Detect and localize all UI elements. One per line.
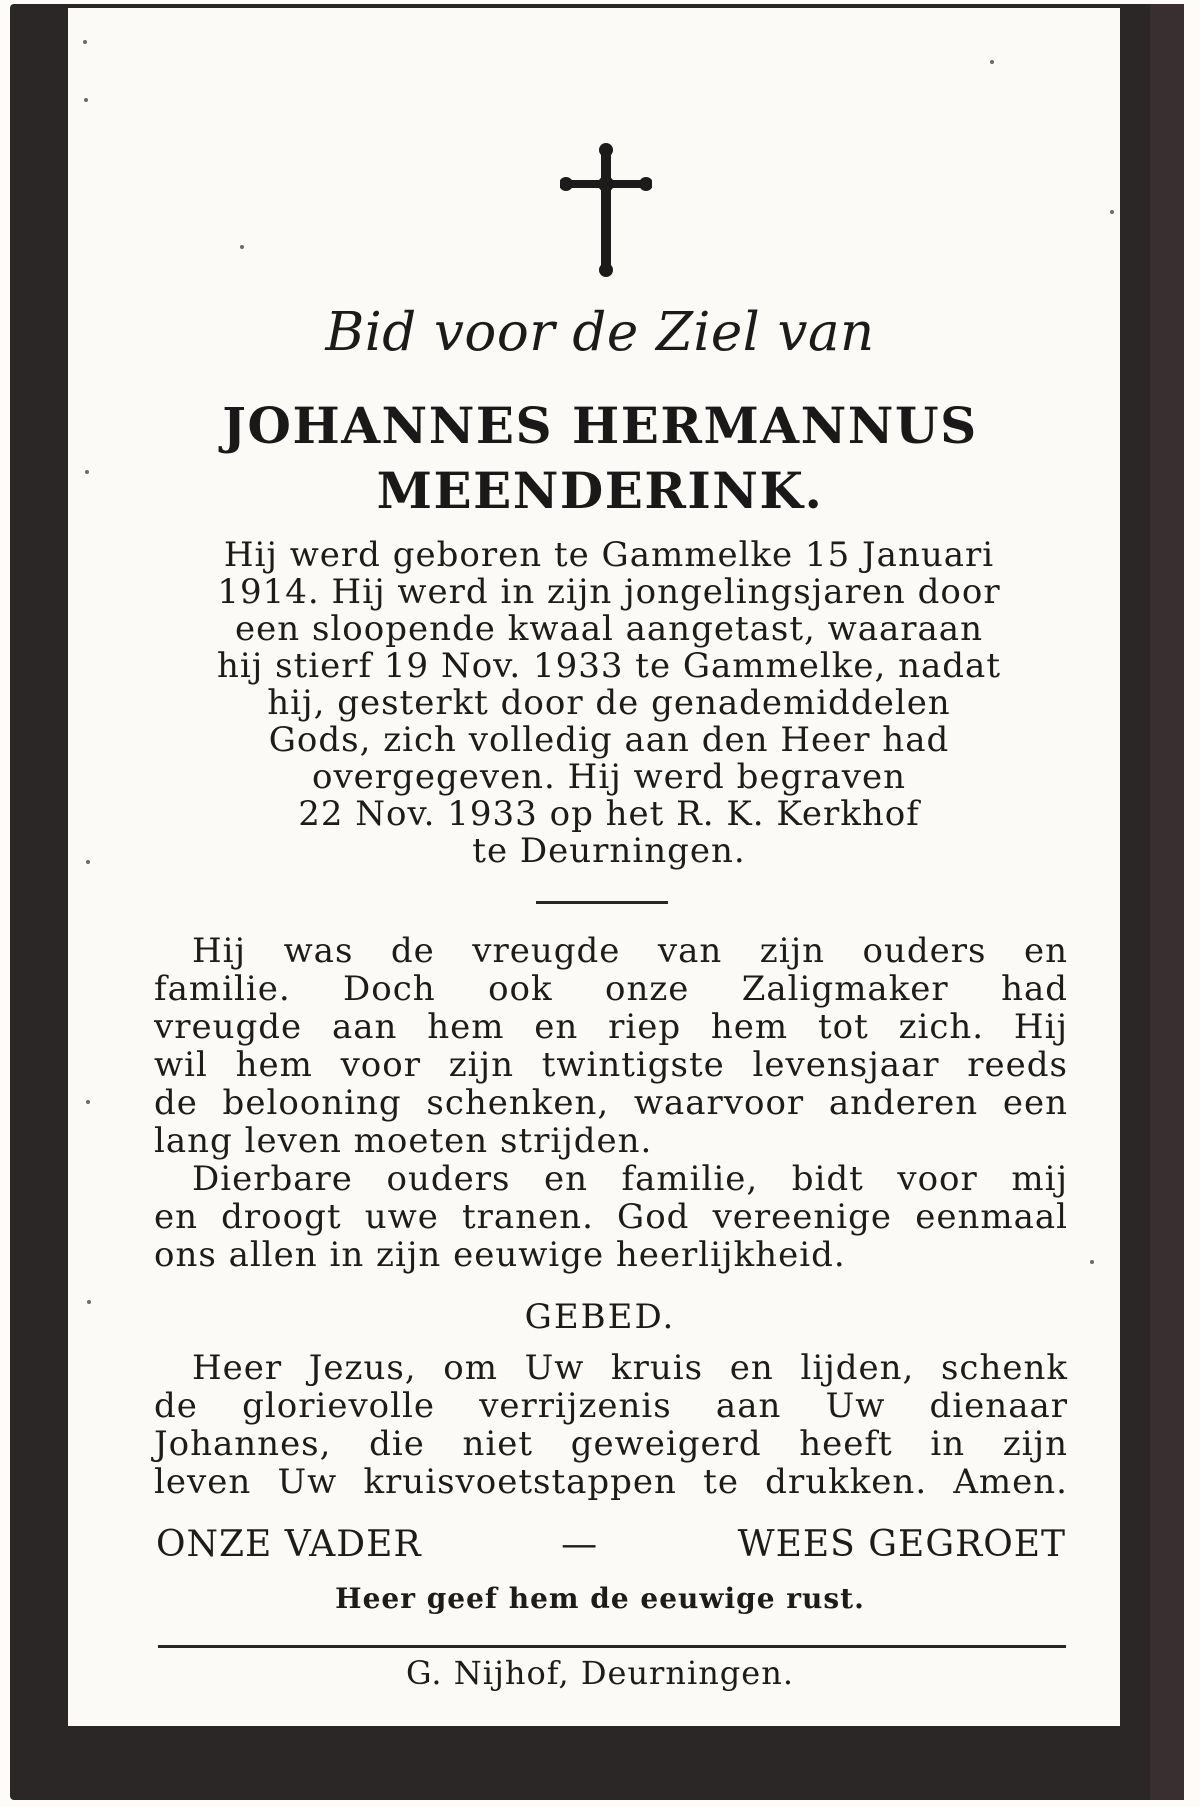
- prayer-dash: —: [561, 1524, 599, 1565]
- tribute-line: Hij was de vreugde van zijn ouders en: [192, 931, 1068, 971]
- closing-line: Heer geef hem de eeuwige rust.: [335, 1582, 865, 1615]
- printer-credit: G. Nijhof, Deurningen.: [406, 1654, 794, 1692]
- dust-speck: [86, 1100, 90, 1104]
- biography-line: een sloopende kwaal aangetast, waaraan: [235, 609, 983, 649]
- prayer-line: de glorievolle verrijzenis aan Uw dienaar: [154, 1386, 1068, 1426]
- footer-divider: [158, 1645, 1066, 1648]
- dust-speck: [1110, 210, 1114, 214]
- prayer-line: leven Uw kruisvoetstappen te drukken. Amen.: [154, 1462, 1068, 1502]
- biography-line: hij stierf 19 Nov. 1933 te Gammelke, nadat: [217, 646, 1001, 686]
- tribute-line: Dierbare ouders en familie, bidt voor mij: [192, 1159, 1068, 1199]
- tribute-line: en droogt uwe tranen. God vereenige eenmaal: [154, 1197, 1068, 1237]
- tribute-line: wil hem voor zijn twintigste levensjaar reeds: [154, 1045, 1068, 1085]
- biography-line: overgegeven. Hij werd begraven: [312, 757, 906, 797]
- biography-line: 22 Nov. 1933 op het R. K. Kerkhof: [298, 794, 920, 834]
- dust-speck: [240, 245, 244, 249]
- dust-speck: [86, 860, 90, 864]
- divider: [536, 901, 668, 904]
- biography-line: 1914. Hij werd in zijn jongelingsjaren door: [217, 572, 1001, 612]
- tribute-line: de belooning schenken, waarvoor anderen een: [154, 1083, 1068, 1123]
- dust-speck: [990, 60, 994, 64]
- prayer-line: Heer Jezus, om Uw kruis en lijden, schenk: [192, 1348, 1068, 1388]
- biography-line: hij, gesterkt door de genademiddelen: [267, 683, 951, 723]
- deceased-name-first: JOHANNES HERMANNUS: [222, 396, 978, 455]
- tribute-line: vreugde aan hem en riep hem tot zich. Hij: [154, 1007, 1068, 1047]
- tribute-text: [154, 932, 1068, 1274]
- closing-prayers: [156, 1524, 1066, 1565]
- tribute-line: lang leven moeten strijden.: [154, 1121, 653, 1161]
- prayer-text: [154, 1349, 1068, 1501]
- prayer-onze-vader: ONZE VADER: [156, 1524, 422, 1565]
- biography-line: Gods, zich volledig aan den Heer had: [268, 720, 950, 760]
- prayer-title: GEBED.: [524, 1297, 676, 1337]
- tribute-line: ons allen in zijn eeuwige heerlijkheid.: [154, 1235, 846, 1275]
- prayer-line: Johannes, die niet geweigerd heeft in zijn: [154, 1424, 1068, 1464]
- cross-icon: [560, 142, 652, 278]
- mourning-border-edge: [1150, 4, 1184, 1800]
- deceased-name-last: MEENDERINK.: [376, 461, 824, 520]
- biography: [152, 537, 1066, 870]
- biography-line: te Deurningen.: [472, 831, 746, 871]
- dust-speck: [83, 40, 87, 44]
- dust-speck: [84, 98, 88, 102]
- card-heading: Bid voor de Ziel van: [325, 302, 875, 363]
- prayer-wees-gegroet: WEES GEGROET: [737, 1524, 1066, 1565]
- dust-speck: [1090, 1260, 1094, 1264]
- tribute-line: familie. Doch ook onze Zaligmaker had: [154, 969, 1068, 1009]
- biography-line: Hij werd geboren te Gammelke 15 Januari: [223, 535, 995, 575]
